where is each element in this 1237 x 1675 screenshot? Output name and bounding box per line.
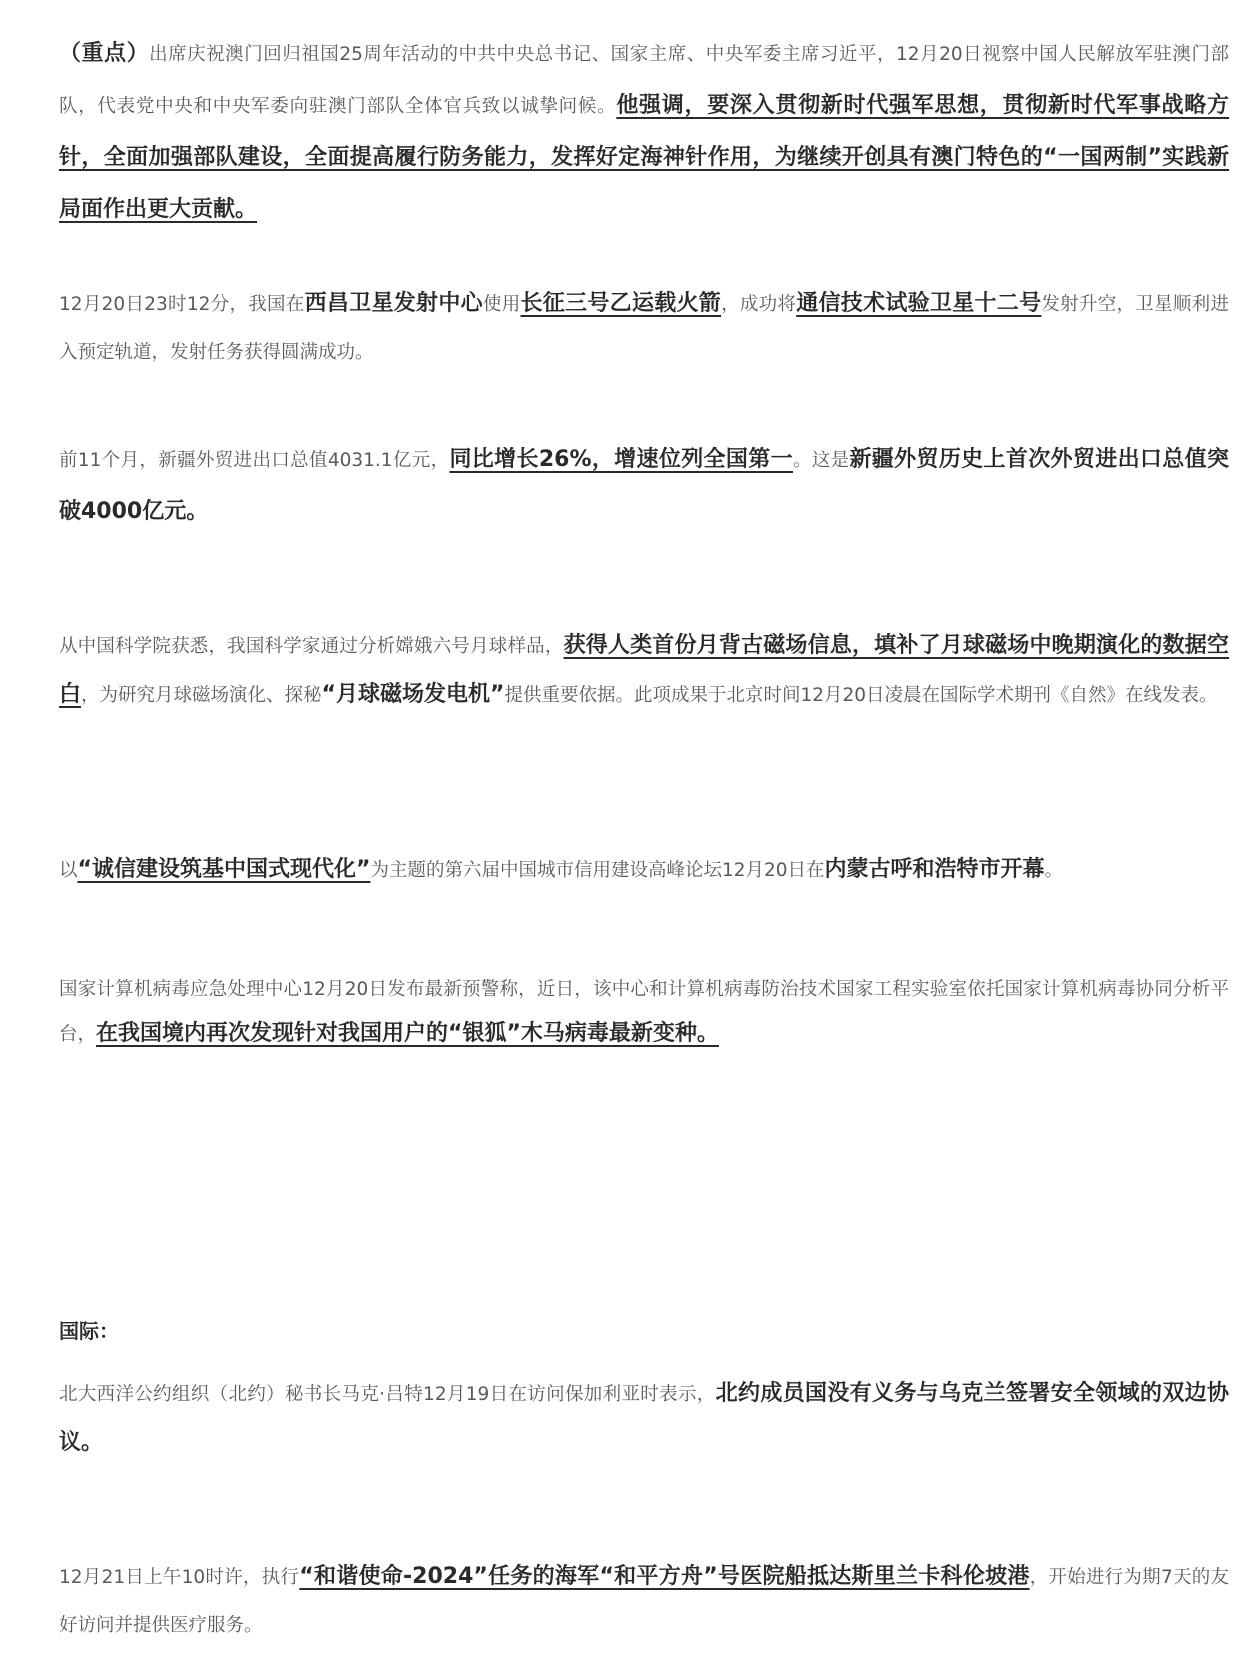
news-item-nato (59, 1370, 1229, 1468)
international-heading: 国际： (59, 1319, 119, 1343)
news-text: 。这是 (792, 450, 850, 471)
news-emphasis: “诚信建设筑基中国式现代化” (77, 857, 371, 882)
news-text: 北大西洋公约组织（北约）秘书长马克·吕特12月19日在访问保加利亚时表示， (59, 1384, 716, 1405)
news-text: 出席庆祝澳门回归祖国25周年活动的中共中央总书记、国家主席、中央军委主席习近平，12月20日视察中国人民解放军驻澳门部队，代表党中央和中央军委向驻澳门部队全体官兵致以诚挚问候。 (59, 44, 1229, 117)
news-item-peace-ark (59, 1553, 1229, 1650)
news-text: 12月21日上午10时许，执行 (59, 1567, 300, 1588)
news-emphasis: 长征三号乙运载火箭 (520, 291, 722, 316)
news-text: ，开始进行为期7天的友好访问并提供医疗服务。 (59, 1567, 1230, 1636)
news-emphasis: 内蒙古呼和浩特市开幕 (824, 857, 1045, 882)
news-emphasis: 北约成员国没有义务与乌克兰签署安全领域的双边协议。 (59, 1381, 1229, 1455)
news-text: 从中国科学院获悉，我国科学家通过分析嫦娥六号月球样品， (59, 636, 564, 657)
news-text: ，成功将 (721, 294, 797, 315)
news-emphasis: 同比增长26%，增速位列全国第一 (449, 447, 793, 472)
news-text: 提供重要依据。此项成果于北京时间12月20日凌晨在国际学术期刊《自然》在线发表。 (504, 685, 1218, 706)
news-text: 以 (59, 860, 78, 881)
news-item-virus-warning (59, 968, 1229, 1057)
news-item-moon-magnetism (59, 622, 1229, 720)
news-emphasis: 新疆外贸历史上首次外贸进出口总值突破4000亿元。 (59, 447, 1229, 524)
news-text: 前11个月，新疆外贸进出口总值4031.1亿元， (59, 450, 450, 471)
news-item-xinjiang-trade (59, 434, 1229, 538)
news-text: 为主题的第六届中国城市信用建设高峰论坛12月20日在 (370, 860, 825, 881)
news-emphasis: 他强调，要深入贯彻新时代强军思想，贯彻新时代军事战略方针，全面加强部队建设，全面提高履行防务能力，发挥好定海神针作用，为继续开创具有澳门特色的“一国两制”实践新局面作出更大贡献。 (59, 93, 1229, 222)
news-item-credit-forum (59, 846, 1229, 895)
news-emphasis: “月球磁场发电机” (321, 682, 505, 707)
news-text: 。 (1044, 860, 1064, 881)
news-text: 国家计算机病毒应急处理中心12月20日发布最新预警称，近日，该中心和计算机病毒防治技术国家工程实验室依托国家计算机病毒协同分析平台， (59, 979, 1229, 1045)
news-item-macao (59, 28, 1229, 236)
news-text: 12月20日23时12分，我国在 (59, 294, 305, 315)
news-emphasis: 通信技术试验卫星十二号 (796, 291, 1042, 316)
news-emphasis: 获得人类首份月背古磁场信息，填补了月球磁场中晚期演化的数据空白 (59, 633, 1229, 707)
news-emphasis: 西昌卫星发射中心 (304, 291, 483, 316)
news-text: ，为研究月球磁场演化、探秘 (81, 685, 322, 706)
news-text: 发射升空，卫星顺利进入预定轨道，发射任务获得圆满成功。 (59, 294, 1229, 363)
news-emphasis: “和谐使命-2024”任务的海军“和平方舟”号医院船抵达斯里兰卡科伦坡港 (299, 1564, 1030, 1589)
news-text: 使用 (482, 294, 521, 315)
news-item-satellite (59, 280, 1229, 377)
news-emphasis: 在我国境内再次发现针对我国用户的“银狐”木马病毒最新变种。 (96, 1021, 719, 1046)
key-point-label: （重点） (59, 41, 150, 66)
